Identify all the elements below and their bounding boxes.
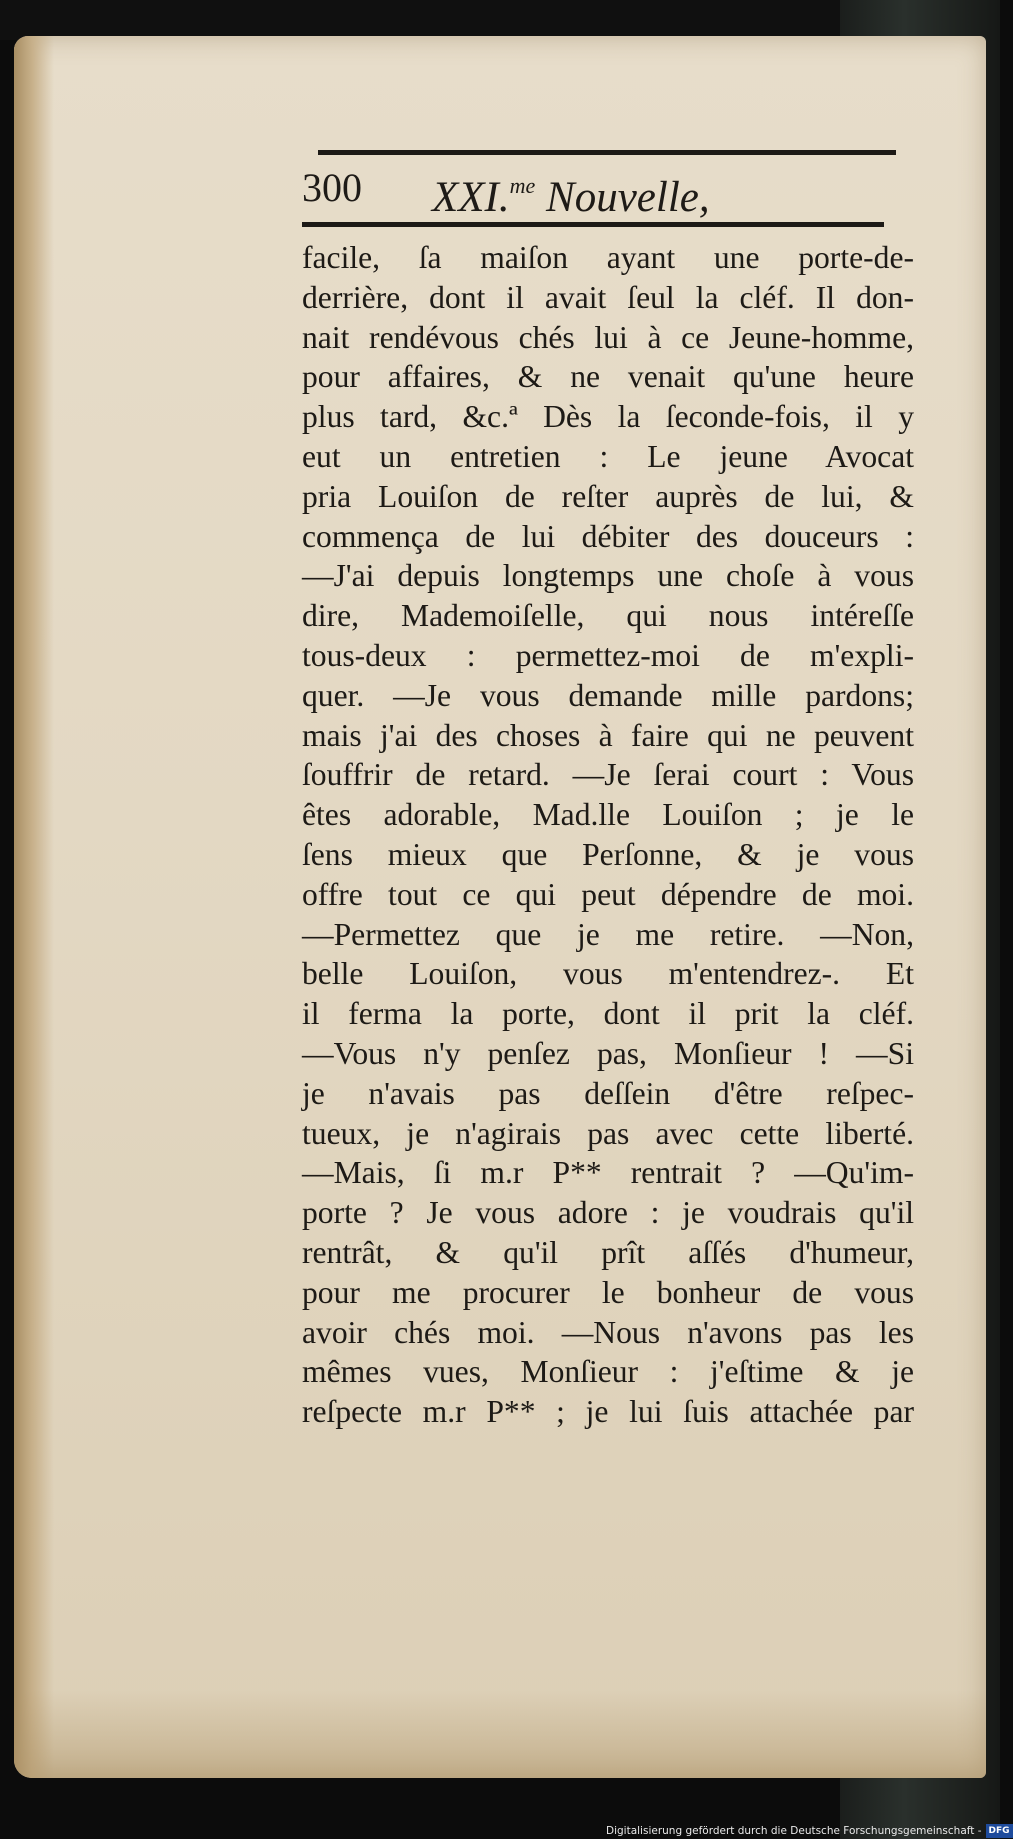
- page-bottom-shading: [14, 1690, 986, 1778]
- text-line: —Permettez que je me retire. —Non,: [302, 916, 914, 952]
- dfg-logo: DFG: [986, 1824, 1013, 1838]
- text-line: mais j'ai des choses à faire qui ne peuvent: [302, 717, 914, 753]
- text-line: porte ? Je vous adore : je voudrais qu'il: [302, 1195, 914, 1231]
- running-title-superscript: me: [509, 173, 536, 198]
- text-line: pour affaires, & ne venait qu'une heure: [302, 359, 914, 395]
- running-title-main: XXI.: [432, 174, 510, 221]
- text-line: plus tard, &c.ª Dès la ſeconde-fois, il y: [302, 399, 914, 435]
- text-line: pour me procurer le bonheur de vous: [302, 1274, 914, 1310]
- text-line: derrière, dont il avait ſeul la cléf. Il don-: [302, 279, 914, 315]
- header-rule-top: [318, 150, 896, 155]
- running-title: [432, 160, 710, 224]
- text-line: rentrât, & qu'il prît aſſés d'humeur,: [302, 1234, 914, 1270]
- text-line: tueux, je n'agirais pas avec cette liberté.: [302, 1115, 914, 1151]
- page-gutter-shading: [14, 36, 54, 1778]
- text-line: il ferma la porte, dont il prit la cléf.: [302, 996, 914, 1032]
- text-line: avoir chés moi. —Nous n'avons pas les: [302, 1314, 914, 1350]
- text-line: nait rendévous chés lui à ce Jeune-homme,: [302, 319, 914, 355]
- text-line: —J'ai depuis longtemps une choſe à vous: [302, 558, 914, 594]
- digitization-credit: [606, 1823, 1013, 1839]
- text-line: quer. —Je vous demande mille pardons;: [302, 677, 914, 713]
- text-line: mêmes vues, Monſieur : j'eſtime & je: [302, 1354, 914, 1390]
- text-line: ſens mieux que Perſonne, & je vous: [302, 836, 914, 872]
- header-rule-bottom: [302, 222, 884, 227]
- running-title-rest: Nouvelle,: [546, 174, 710, 221]
- text-line: pria Louiſon de reſter auprès de lui, &: [302, 478, 914, 514]
- text-line: belle Louiſon, vous m'entendrez-. Et: [302, 956, 914, 992]
- text-line: eut un entretien : Le jeune Avocat: [302, 438, 914, 474]
- body-text: [302, 238, 914, 1432]
- text-line: —Vous n'y penſez pas, Monſieur ! —Si: [302, 1035, 914, 1071]
- running-header: [302, 160, 902, 221]
- text-line: commença de lui débiter des douceurs :: [302, 518, 914, 554]
- text-line: dire, Mademoiſelle, qui nous intéreſſe: [302, 598, 914, 634]
- text-line: reſpecte m.r P** ; je lui ſuis attachée par: [302, 1394, 914, 1430]
- text-line: facile, ſa maiſon ayant une porte-de-: [302, 240, 914, 275]
- text-line: offre tout ce qui peut dépendre de moi.: [302, 876, 914, 912]
- text-line: tous-deux : permettez-moi de m'expli-: [302, 637, 914, 673]
- text-line: ſouffrir de retard. —Je ſerai court : Vous: [302, 757, 914, 793]
- page-number: 300: [302, 165, 362, 210]
- text-line: je n'avais pas deſſein d'être reſpec-: [302, 1075, 914, 1111]
- text-line: —Mais, ſi m.r P** rentrait ? —Qu'im-: [302, 1155, 914, 1191]
- credit-text: Digitalisierung gefördert durch die Deutsche Forschungsgemeinschaft -: [606, 1825, 982, 1837]
- text-line: êtes adorable, Mad.lle Louiſon ; je le: [302, 797, 914, 833]
